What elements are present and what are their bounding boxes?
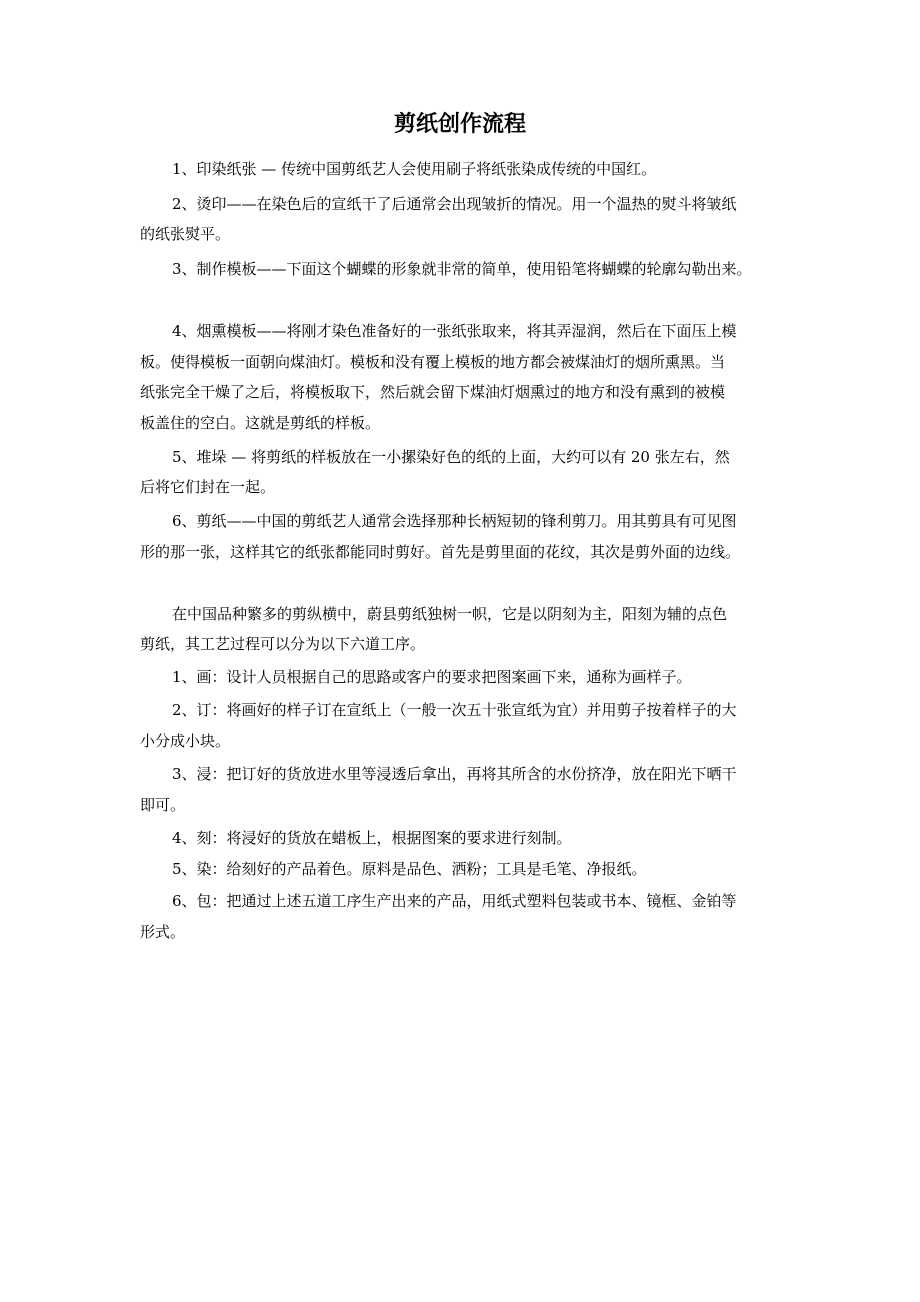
process-1-draw: 1、画：设计人员根据自己的思路或客户的要求把图案画下来，通称为画样子。	[172, 668, 692, 686]
yuxian-intro: 在中国品种繁多的剪纵横中，蔚县剪纸独树一帜，它是以阴刻为主，阳刻为辅的点色	[172, 605, 728, 623]
step-4-smoking-cont-3: 板盖住的空白。这就是剪纸的样板。	[140, 414, 381, 432]
process-4-carve: 4、刻：将浸好的货放在蜡板上，根据图案的要求进行刻制。	[172, 829, 572, 847]
step-4-smoking-cont-2: 纸张完全干燥了之后，将模板取下，然后就会留下煤油灯烟熏过的地方和没有熏到的被模	[140, 383, 726, 401]
step-2-ironing-cont: 的纸张熨平。	[140, 225, 231, 243]
step-4-smoking: 4、烟熏模板——将刚才染色准备好的一张纸张取来，将其弄湿润，然后在下面压上模	[172, 322, 737, 340]
step-6-cutting-cont: 形的那一张，这样其它的纸张都能同时剪好。首先是剪里面的花纹，其次是剪外面的边线。	[140, 543, 741, 561]
step-6-cutting: 6、剪纸——中国的剪纸艺人通常会选择那种长柄短韧的锋利剪刀。用其剪具有可见图	[172, 512, 737, 530]
step-5-stacking: 5、堆垛 — 将剪纸的样板放在一小摞染好色的纸的上面，大约可以有 20 张左右，然	[172, 448, 730, 466]
step-5-stacking-cont: 后将它们封在一起。	[140, 478, 276, 496]
process-3-soak-cont: 即可。	[140, 796, 186, 814]
step-2-ironing: 2、烫印——在染色后的宣纸干了后通常会出现皱折的情况。用一个温热的熨斗将皱纸	[172, 195, 737, 213]
step-4-smoking-cont-1: 板。使得模板一面朝向煤油灯。模板和没有覆上模板的地方都会被煤油灯的烟所熏黑。当	[140, 353, 726, 371]
yuxian-intro-cont: 剪纸，其工艺过程可以分为以下六道工序。	[140, 635, 426, 653]
step-3-template: 3、制作模板——下面这个蝴蝶的形象就非常的简单，使用铅笔将蝴蝶的轮廓勾勒出来。	[172, 260, 752, 278]
process-3-soak: 3、浸：把订好的货放进水里等浸透后拿出，再将其所含的水份挤净，放在阳光下晒干	[172, 765, 737, 783]
process-6-pack: 6、包：把通过上述五道工序生产出来的产品，用纸式塑料包装或书本、镜框、金铂等	[172, 892, 737, 910]
process-2-bind: 2、订：将画好的样子订在宣纸上（一般一次五十张宣纸为宜）并用剪子按着样子的大	[172, 701, 737, 719]
step-1-dyeing: 1、印染纸张 — 传统中国剪纸艺人会使用刷子将纸张染成传统的中国红。	[172, 160, 657, 178]
process-6-pack-cont: 形式。	[140, 923, 186, 941]
process-5-dye: 5、染：给刻好的产品着色。原料是品色、洒粉；工具是毛笔、净报纸。	[172, 860, 647, 878]
document-title: 剪纸创作流程	[393, 112, 526, 137]
process-2-bind-cont: 小分成小块。	[140, 732, 231, 750]
